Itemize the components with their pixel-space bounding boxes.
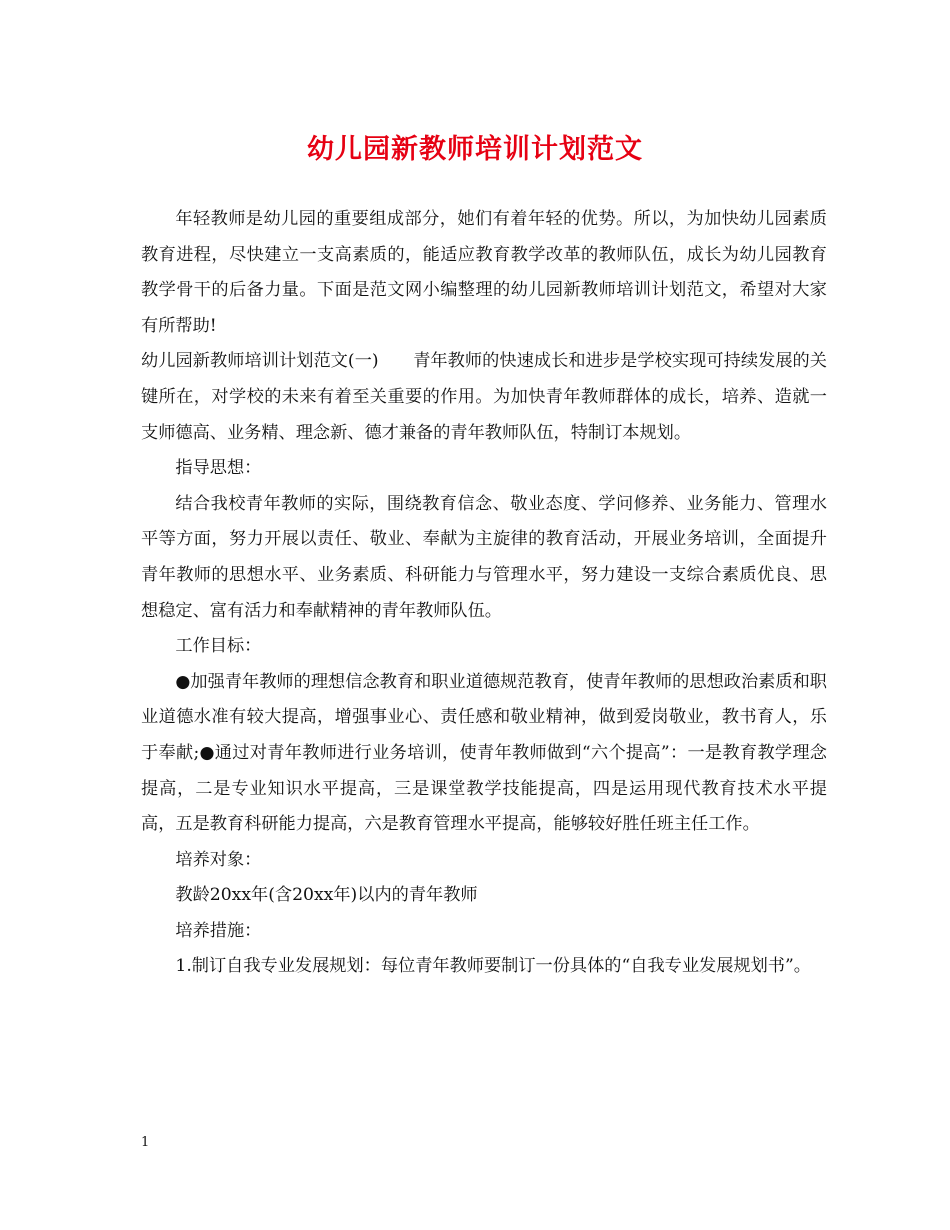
goal-paragraph: ●加强青年教师的理想信念教育和职业道德规范教育，使青年教师的思想政治素质和职业道德水准有较大提高，增强事业心、责任感和敬业精神，做到爱岗敬业，教书育人，乐于奉献;●通过对青年教师进行业务培训，使青年教师做到“六个提高”：一是教育教学理念提高，二是专业知识水平提高，三是课堂教学技能提高，四是运用现代教育技术水平提高，五是教育科研能力提高，六是教育管理水平提高，能够较好胜任班主任工作。	[141, 671, 827, 835]
target-heading: 培养对象：	[175, 849, 262, 870]
section-one-paragraph: 幼儿园新教师培训计划范文(一) 青年教师的快速成长和进步是学校实现可持续发展的关键所在，对学校的未来有着至关重要的作用。为加快青年教师群体的成长，培养、造就一支师德高、业务精、理念新、德才兼备的青年教师队伍，特制订本规划。	[141, 351, 827, 443]
document-body	[141, 202, 827, 985]
page-number: 1	[141, 1135, 150, 1150]
goal-heading: 工作目标：	[175, 636, 262, 657]
measure-one-paragraph: 1.制订自我专业发展规划：每位青年教师要制订一份具体的“自我专业发展规划书”。	[175, 956, 811, 977]
guiding-heading: 指导思想：	[175, 458, 262, 479]
guiding-paragraph: 结合我校青年教师的实际，围绕教育信念、敬业态度、学问修养、业务能力、管理水平等方面，努力开展以责任、敬业、奉献为主旋律的教育活动，开展业务培训，全面提升青年教师的思想水平、业务素质、科研能力与管理水平，努力建设一支综合素质优良、思想稳定、富有活力和奉献精神的青年教师队伍。	[141, 493, 827, 621]
intro-paragraph: 年轻教师是幼儿园的重要组成部分，她们有着年轻的优势。所以，为加快幼儿园素质教育进程，尽快建立一支高素质的，能适应教育教学改革的教师队伍，成长为幼儿园教育教学骨干的后备力量。下面是范文网小编整理的幼儿园新教师培训计划范文，希望对大家有所帮助!	[141, 209, 827, 336]
measures-heading: 培养措施：	[175, 920, 262, 941]
document-title: 幼儿园新教师培训计划范文	[307, 134, 643, 165]
target-paragraph: 教龄20xx年(含20xx年)以内的青年教师	[175, 885, 478, 906]
